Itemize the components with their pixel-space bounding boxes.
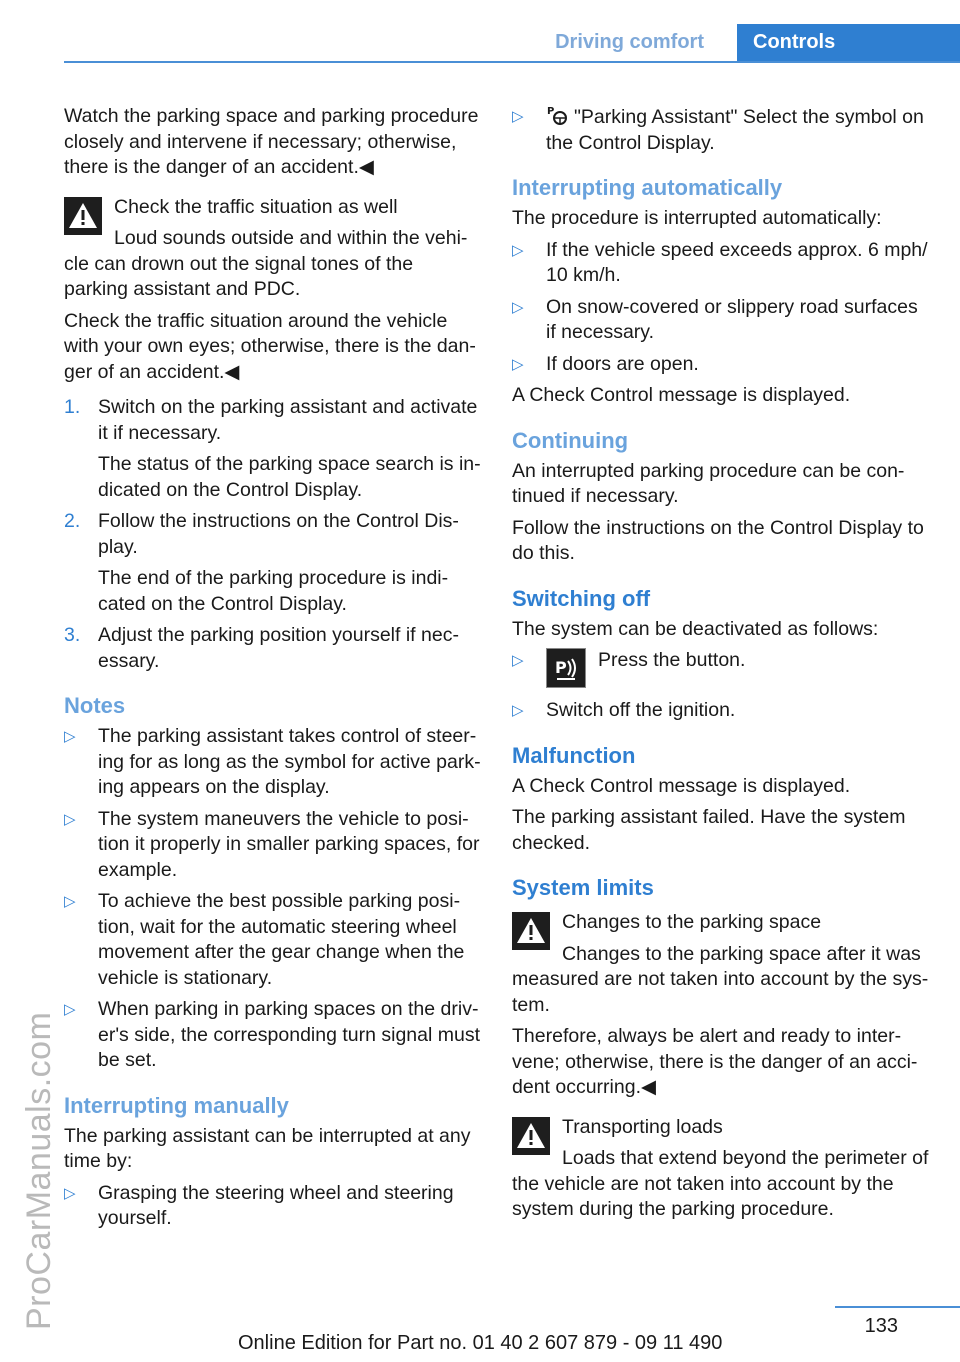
- step-subtext: The status of the parking space search is indicated on the Control Display.: [98, 453, 481, 501]
- header-rule: [64, 61, 960, 63]
- notes-heading: Notes: [64, 693, 126, 718]
- manual-list: [64, 1181, 482, 1232]
- warning-text-2: Check the traffic situation around the vehicle with your own eyes; otherwise, there is the danger of an accident.◀: [64, 309, 476, 383]
- page-number: 133: [864, 1315, 898, 1337]
- continued-list: [512, 104, 930, 156]
- list-item: ▷ On snow-covered or slippery road surfaces if necessary.: [512, 295, 918, 343]
- list-item: ▷ To achieve the best possible parking position, wait for the automatic steering wheel movement after the gear change when the vehicle is stationary.: [64, 890, 465, 989]
- header-chapter-tab: Controls: [737, 24, 960, 61]
- warning-title: Check the traffic situation as well: [114, 195, 398, 218]
- step-text: Switch on the parking assistant and activate it if necessary.: [98, 396, 478, 444]
- malfunction-heading: Malfunction: [512, 742, 636, 768]
- manual-intro: The parking assistant can be interrupted at any time by:: [64, 1124, 471, 1172]
- switching-off-list: [512, 648, 930, 724]
- bullet-triangle-icon: ▷: [512, 702, 524, 719]
- warning-traffic: [64, 195, 482, 309]
- svg-text:P: P: [555, 658, 567, 677]
- auto-list: [512, 238, 930, 378]
- system-limits-heading: System limits: [512, 875, 654, 900]
- list-item: ▷ P Press the button.: [512, 648, 930, 688]
- list-item: ▷ P "Parking Assistant" Select the symbol on the Control Display.: [512, 106, 924, 154]
- warning-loads: [512, 1115, 930, 1229]
- malfunction-paragraph-2: The parking assistant failed. Have the system checked.: [512, 806, 906, 854]
- step-text: Adjust the parking position yourself if necessary.: [98, 624, 459, 672]
- step-number: 3.: [64, 624, 81, 646]
- warning-triangle-icon: [512, 912, 550, 950]
- warning-title: Transporting loads: [562, 1115, 723, 1138]
- step-item: [64, 509, 482, 617]
- bullet-triangle-icon: ▷: [64, 1184, 76, 1202]
- warning-text-2: Therefore, always be alert and ready to intervene; otherwise, there is the danger of an accident occurring.◀: [512, 1025, 918, 1098]
- list-item: ▷ The parking assistant takes control of steering for as long as the symbol for active parking appears on the display.: [64, 725, 481, 798]
- bullet-triangle-icon: ▷: [512, 241, 524, 259]
- right-column: [512, 104, 930, 1229]
- parking-assistant-button-icon: [546, 648, 586, 688]
- site-watermark: ProCarManuals.com: [20, 1011, 58, 1330]
- bullet-triangle-icon: ▷: [64, 1001, 76, 1018]
- notes-list: [64, 724, 482, 1074]
- bullet-triangle-icon: ▷: [64, 893, 76, 910]
- interrupting-automatically-heading: Interrupting automatically: [512, 175, 783, 200]
- warning-text: Changes to the parking space after it was measured are not taken into account by the system.: [512, 942, 929, 1016]
- bullet-triangle-icon: ▷: [64, 728, 76, 745]
- step-number: 1.: [64, 396, 81, 418]
- list-item: ▷ Switch off the ignition.: [512, 698, 930, 724]
- warning-triangle-icon: [512, 1117, 550, 1155]
- warning-triangle-icon: [64, 197, 102, 235]
- switching-off-heading: Switching off: [512, 585, 651, 611]
- auto-note: A Check Control message is displayed.: [512, 384, 851, 406]
- bullet-triangle-icon: ▷: [512, 298, 524, 316]
- intro-paragraph: Watch the parking space and parking procedure closely and intervene if necessary; otherwise, there is the danger of an accident.◀: [64, 105, 479, 178]
- switching-off-intro: The system can be deactivated as follows:: [512, 617, 879, 640]
- continuing-heading: Continuing: [512, 427, 629, 453]
- step-item: [64, 623, 482, 674]
- auto-intro: The procedure is interrupted automatically:: [512, 207, 882, 229]
- steps-list: [64, 395, 482, 674]
- list-item: ▷ If the vehicle speed exceeds approx. 6 mph/ 10 km/h.: [512, 238, 928, 286]
- step-item: [64, 395, 482, 503]
- edition-footer: Online Edition for Part no. 01 40 2 607 879 - 09 11 490: [238, 1332, 723, 1354]
- header-section-label: Driving comfort: [555, 31, 704, 53]
- continuing-paragraph-1: An interrupted parking procedure can be continued if necessary.: [512, 459, 905, 507]
- warning-text: Loads that extend beyond the perimeter of the vehicle are not taken into account by the system during the parking procedure.: [512, 1147, 929, 1220]
- bullet-triangle-icon: ▷: [64, 810, 76, 828]
- interrupting-manually-heading: Interrupting manually: [64, 1092, 289, 1118]
- warning-text: Loud sounds outside and within the vehicle can drown out the signal tones of the parking assistant and PDC.: [64, 227, 468, 300]
- list-item: ▷ If doors are open.: [512, 352, 930, 378]
- malfunction-paragraph-1: A Check Control message is displayed.: [512, 774, 851, 797]
- warning-parking-space: [512, 910, 930, 1024]
- bullet-triangle-icon: ▷: [512, 108, 524, 125]
- footer-rule: [835, 1306, 960, 1308]
- continuing-paragraph-2: Follow the instructions on the Control Display to do this.: [512, 516, 924, 564]
- bullet-triangle-icon: ▷: [512, 652, 524, 669]
- parking-assistant-icon: [546, 104, 570, 126]
- list-item: ▷ When parking in parking spaces on the driver's side, the corresponding turn signal must be set.: [64, 998, 481, 1071]
- list-item: ▷ The system maneuvers the vehicle to position it properly in smaller parking spaces, for example.: [64, 807, 480, 881]
- left-column: [64, 104, 482, 1238]
- warning-title: Changes to the parking space: [562, 911, 822, 933]
- bullet-triangle-icon: ▷: [512, 355, 524, 373]
- svg-text:P: P: [547, 106, 555, 117]
- list-item: ▷ Grasping the steering wheel and steering yourself.: [64, 1181, 454, 1229]
- step-subtext: The end of the parking procedure is indicated on the Control Display.: [98, 567, 449, 615]
- step-number: 2.: [64, 510, 81, 532]
- step-text: Follow the instructions on the Control Display.: [98, 510, 459, 558]
